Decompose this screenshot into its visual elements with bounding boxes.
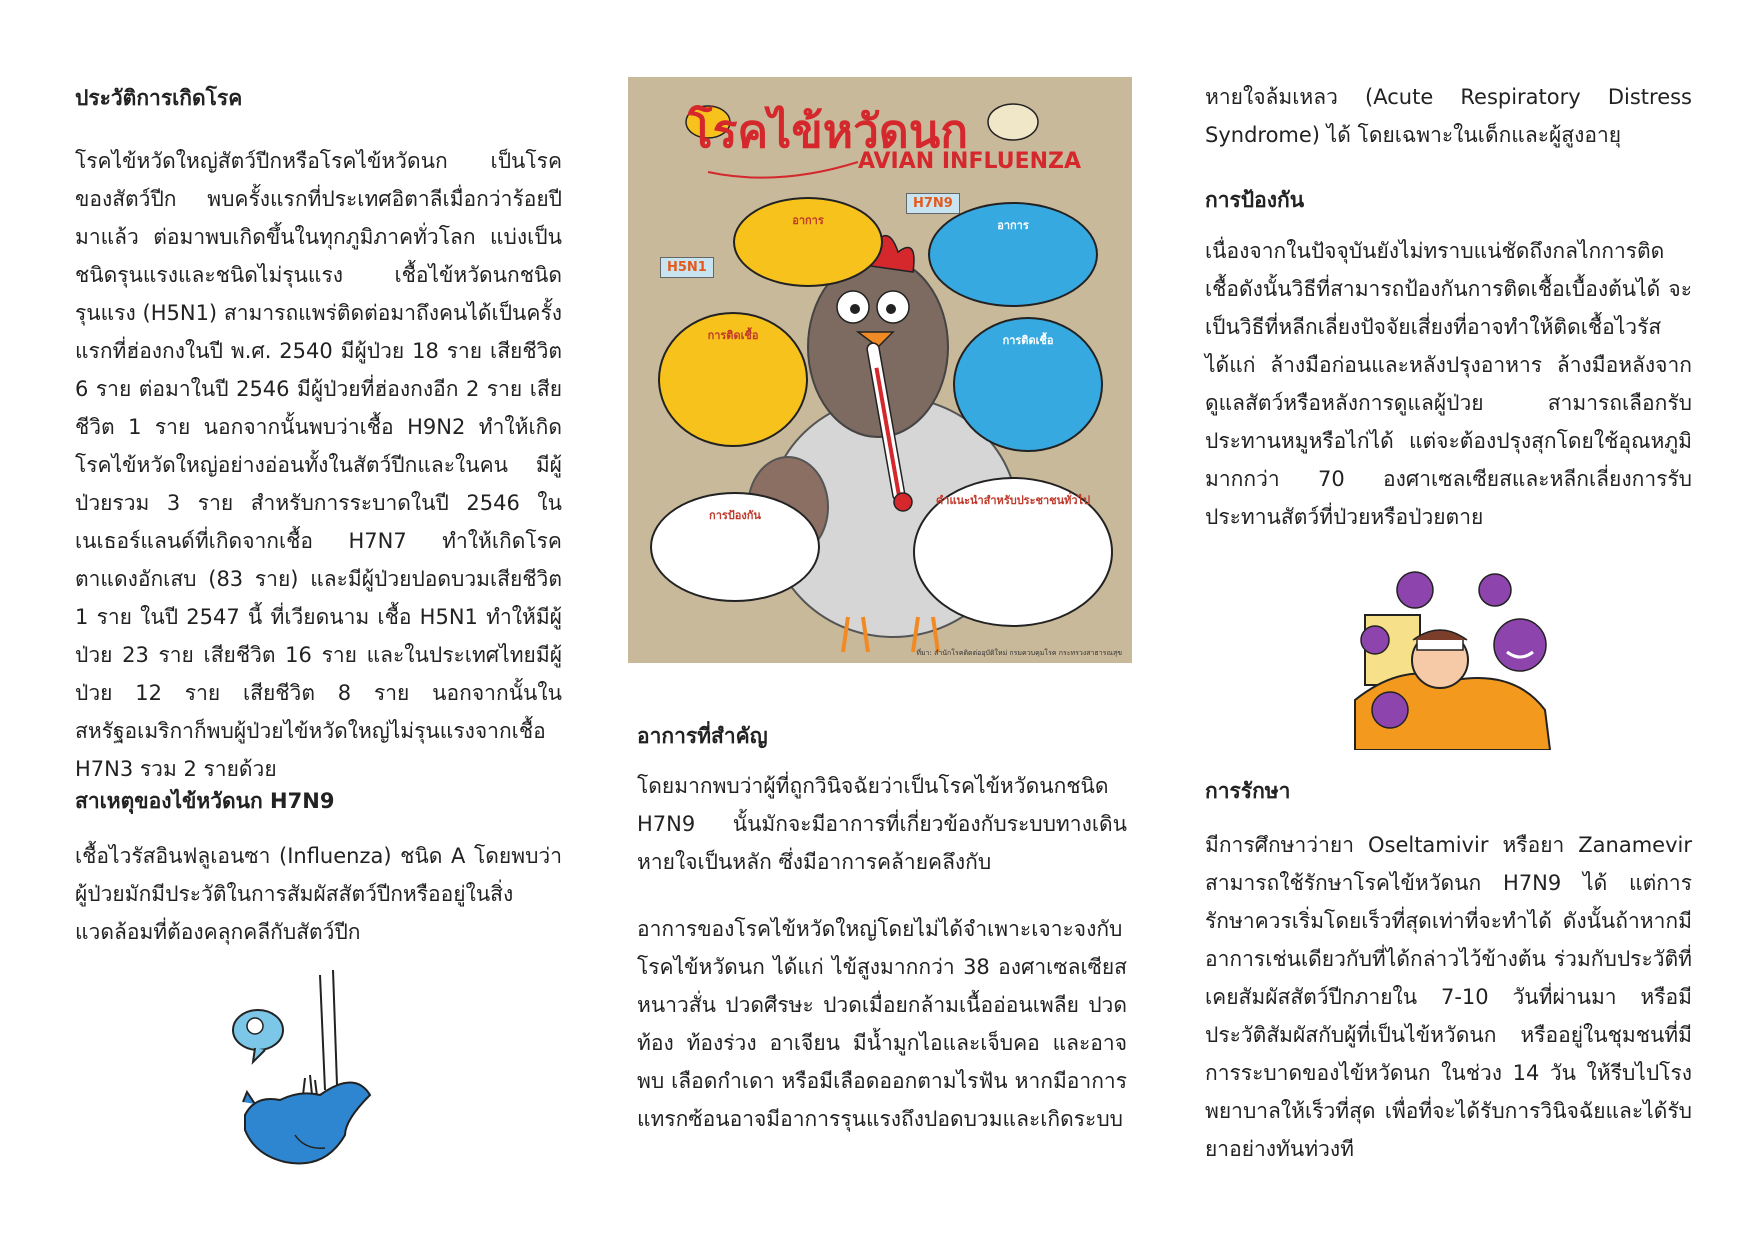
bubble-advice: คำแนะนำสำหรับประชาชนทั่วไป	[913, 477, 1113, 627]
paragraph-symptoms-continued: หายใจล้มเหลว (Acute Respiratory Distress Syndrome) ได้ โดยเฉพาะในเด็กและผู้สูงอายุ	[1205, 85, 1692, 147]
heading-prevention: การป้องกัน	[1205, 188, 1305, 212]
poster-title: โรคไข้หวัดนก	[688, 104, 969, 158]
poster-footer: ที่มา: สำนักโรคติดต่ออุบัติใหม่ กรมควบคุมโรค กระทรวงสาธารณสุข	[916, 649, 1122, 657]
heading-symptoms: อาการที่สำคัญ	[637, 724, 768, 748]
poster-subtitle: AVIAN INFLUENZA	[858, 149, 1081, 174]
paragraph-treatment: มีการศึกษาว่ายา Oseltamivir หรือยา Zanamevir สามารถใช้รักษาโรคไข้หวัดนก H7N9 ได้ แต่การรักษาควรเริ่มโดยเร็วที่สุดเท่าที่จะทำได้ ดังนั้นถ้าหากมีอาการเช่นเดียวกับที่ได้กล่าวไว้ข้างต้น ร่วมกับประวัติที่เคยสัมผัสสัตว์ปีกภายใน 7-10 วันที่ผ่านมา หรือมีประวัติสัมผัสกับผู้ที่เป็นไข้หวัดนก หรืออยู่ในชุมชนที่มีการระบาดของไข้หวัดนก ในช่วง 14 วัน ให้รีบไปโรงพยาบาลให้เร็วที่สุด เพื่อที่จะได้รับการวินิจฉัยและได้รับยาอย่างทันท่วงที	[1205, 833, 1692, 1161]
paragraph-symptoms-1: โดยมากพบว่าผู้ที่ถูกวินิจฉัยว่าเป็นโรคไข้หวัดนกชนิด H7N9 นั้นมักจะมีอาการที่เกี่ยวข้องกับระบบทางเดินหายใจเป็นหลัก ซึ่งมีอาการคล้ายคลึงกับ	[637, 774, 1127, 874]
paragraph-cause: เชื้อไวรัสอินฟลูเอนซา (Influenza) ชนิด A โดยพบว่าผู้ป่วยมักมีประวัติในการสัมผัสสัตว์ปีกหรืออยู่ในสิ่งแวดล้อมที่ต้องคลุกคลีกับสัตว์ปีก	[75, 844, 562, 944]
bubble-infection-h5n1: การติดเชื้อ	[658, 312, 808, 447]
paragraph-symptoms-2: อาการของโรคไข้หวัดใหญ่โดยไม่ได้จำเพาะเจาะจงกับโรคไข้หวัดนก ได้แก่ ไข้สูงมากกว่า 38 องศาเซลเซียส หนาวสั่น ปวดศีรษะ ปวดเมื่อยกล้ามเนื้ออ่อนเพลีย ปวดท้อง ท้องร่วง อาเจียน มีน้ำมูกไอและเจ็บคอ และอาจพบ เลือดกำเดา หรือมีเลือดออกตามไรฟัน หากมีอาการแทรกซ้อนอาจมีอาการรุนแรงถึงปอดบวมและเกิดระบบ	[637, 917, 1127, 1131]
heading-history: ประวัติการเกิดโรค	[75, 86, 243, 110]
bubble-symptom-h7n9: อาการ	[928, 202, 1098, 307]
paragraph-history: โรคไข้หวัดใหญ่สัตว์ปีกหรือโรคไข้หวัดนก เป็นโรคของสัตว์ปีก พบครั้งแรกที่ประเทศอิตาลีเมื่อกว่าร้อยปีมาแล้ว ต่อมาพบเกิดขึ้นในทุกภูมิภาคทั่วโลก แบ่งเป็นชนิดรุนแรงและชนิดไม่รุนแรง เชื้อไข้หวัดนกชนิดรุนแรง (H5N1) สามารถแพร่ติดต่อมาถึงคนได้เป็นครั้งแรกที่ฮ่องกงในปี พ.ศ. 2540 มีผู้ป่วย 18 ราย เสียชีวิต 6 ราย ต่อมาในปี 2546 มีผู้ป่วยที่ฮ่องกงอีก 2 ราย เสียชีวิต 1 ราย นอกจากนั้นพบว่าเชื้อ H9N2 ทำให้เกิดโรคไข้หวัดใหญ่อย่างอ่อนทั้งในสัตว์ปีกและในคน มีผู้ป่วยรวม 3 ราย สำหรับการระบาดในปี 2546 ในเนเธอร์แลนด์ที่เกิดจากเชื้อ H7N7 ทำให้เกิดโรคตาแดงอักเสบ (83 ราย) และมีผู้ป่วยปอดบวมเสียชีวิต 1 ราย ในปี 2547 นี้ ที่เวียดนาม เชื้อ H5N1 ทำให้มีผู้ป่วย 23 ราย เสียชีวิต 16 ราย และในประเทศไทยมีผู้ป่วย 12 ราย เสียชีวิต 8 ราย นอกจากนั้นในสหรัฐอเมริกาก็พบผู้ป่วยไข้หวัดใหญ่ไม่รุนแรงจากเชื้อ H7N3 รวม 2 รายด้วย	[75, 149, 562, 781]
heading-treatment: การรักษา	[1205, 779, 1291, 803]
paragraph-prevention: เนื่องจากในปัจจุบันยังไม่ทราบแน่ชัดถึงกลไกการติดเชื้อดังนั้นวิธีที่สามารถป้องกันการติดเชื้อเบื้องต้นได้ จะเป็นวิธีที่หลีกเลี่ยงปัจจัยเสี่ยงที่อาจทำให้ติดเชื้อไวรัส ได้แก่ ล้างมือก่อนและหลังปรุงอาหาร ล้างมือหลังจากดูแลสัตว์หรือหลังการดูแลผู้ป่วย สามารถเลือกรับประทานหมูหรือไก่ได้ แต่จะต้องปรุงสุกโดยใช้อุณหภูมิมากกว่า 70 องศาเซลเซียสและหลีกเลี่ยงการรับประทานสัตว์ที่ป่วยหรือป่วยตาย	[1205, 239, 1692, 529]
bubble-infection-h7n9: การติดเชื้อ	[953, 317, 1103, 452]
bubble-symptom-h5n1: อาการ	[733, 197, 883, 287]
heading-cause: สาเหตุของไข้หวัดนก H7N9	[75, 789, 335, 813]
bubble-prevention: การป้องกัน	[650, 492, 820, 602]
sick-child-illustration	[1345, 560, 1555, 750]
dead-bird-illustration	[225, 970, 435, 1180]
tag-h7n9: H7N9	[906, 193, 960, 214]
avian-influenza-poster	[628, 77, 1132, 663]
tag-h5n1: H5N1	[660, 257, 714, 278]
